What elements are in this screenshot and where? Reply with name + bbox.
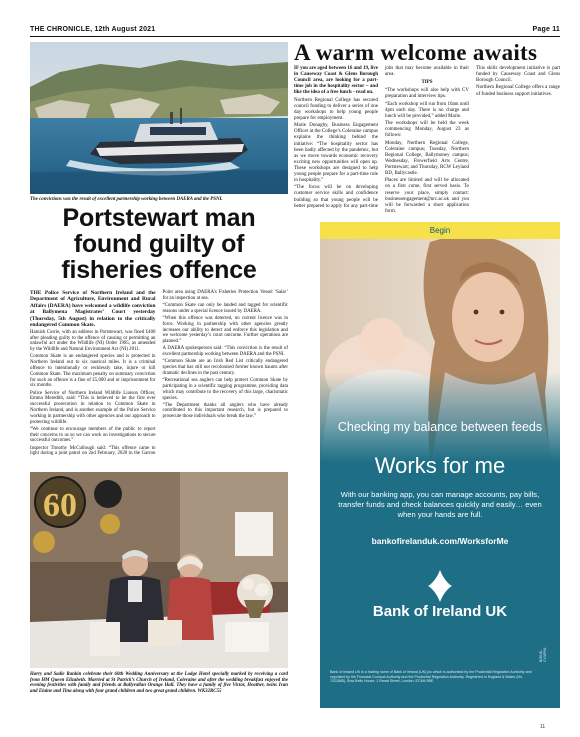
warm-lead: IF you are aged between 16 and 19, live in Causeway Coast & Glens Borough Council area, are looking for a part-time job in the hospitality sector – and like the idea of a free lunch - read on.: [294, 66, 378, 96]
warm-para: This skills development initiative is part funded by Causeway Coast and Glens Borough Council.: [476, 66, 560, 84]
warm-para: “The focus will be on developing customer service skills and confidence building so that young people will be better prepared to apply for any part-time jobs that may become available in their area.: [294, 66, 469, 209]
advert-fine-print: Bank of Ireland UK is a trading name of Bank of Ireland (UK) plc which is authorised by the Prudential Regulation Authority and regulated by the Financial Conduct Authority and the Prudential Regulation Authority. Registered in England & Wales (No. 7022885), Bow Bells House, 1 Bread Street, London, EC4M 9BE.: [330, 670, 532, 684]
brand-text: Bank of Ireland UK: [372, 603, 508, 620]
advert-url-link[interactable]: bankofirelanduk.com/WorksforMe: [371, 536, 509, 546]
warm-para: Monday, Northern Regional College, Coleraine campus; Tuesday, Northern Regional College, Ballymoney campus; Wednesday, Flowerfield Arts Centre, Portstewart; and Thursday, RCW Leyland RD, Ballycastle.: [385, 140, 469, 177]
patrol-boat-photo: [30, 42, 288, 194]
port-para: “When this offence was detected, no current licence was in force. Working in partnership with other agencies greatly increases our ability to detect and enforce this legislation and we welcome yesterday’s court outcome. Further operations are planned.”: [162, 315, 288, 345]
port-para: Police Service of Northern Ireland Wildlife Liaison Officer, Emma Meredith, said: “This is believed to be the first ever successful prosecution in relation to Common Skate in Northern Ireland, and is another example of the Police Service working in partnership with other agencies and our approach to protecting wildlife.: [30, 390, 156, 425]
paper-date: THE CHRONICLE, 12th August 2021: [30, 26, 156, 33]
port-para: “Common Skate are an Irish Red List critically endangered species that has still not recolonised former known haunts after dramatic declines in the past century.: [162, 359, 288, 376]
warm-para: Marie Donaghy, Business Engagement Officer at the College’s Coleraine campus explains the thinking behind the initiative: “The hospitality sector has been badly affected by the pandemic, but as we move towards economic recovery exciting new opportunities will open up. These workshops are designed to help young people prepare for a part-time role in hospitality.”: [294, 123, 378, 184]
warm-para: The workshops will be held the week commencing Monday, August 23 as follows:: [385, 121, 469, 139]
warm-subhead-tips: TIPS: [421, 80, 433, 86]
portstewart-headline: Portstewart man found guilty of fisheries offence: [61, 204, 257, 284]
port-para: Hamish Currie, with an address in Portstewart, was fined £400 after pleading guilty to the offence of causing or permitting an unlawful act under the Wildlife (NI) Order 1985, as amended by the Wildlife and Natural Environment Act (NI) 2011.: [30, 329, 156, 353]
warm-para: “Each workshop will run from 10am until 4pm each day. There is no charge and lunch will be provided,” added Marie.: [385, 101, 469, 119]
page-header: [30, 24, 560, 36]
warm-welcome-body: [294, 66, 560, 216]
warm-para: Places are limited and will be allocated on a first come, first served basis. To reserve your place, simply contact: businessengagement@nrc.ac.uk and you will be forwarded a short application form.: [385, 178, 469, 214]
advert-top-banner: Begin: [320, 222, 560, 239]
anniversary-photo: [30, 472, 288, 668]
port-para: Inspector Timothy McCullough said: “This offence came to light during a joint patrol on 2nd February, 2020 in the Garron Point area using DAERA’s Fisheries Protection Vessel ‘Salar’ for an inspection at sea.: [30, 290, 288, 457]
page-label: Page 11: [532, 26, 560, 33]
advert-code: BOIUK-CV1PRA: [539, 647, 547, 662]
page-number: 11: [540, 724, 546, 730]
balloon-number: 60: [43, 487, 77, 524]
anniversary-photo-caption: Harry and Sadie Rankin celebrate their 60th Wedding Anniversary at the Lodge Hotel specially marked by receiving a card from HM Queen Elizabeth. Married at St Patrick’s Church of Ireland, Coleraine and after the wedding breakfast enjoyed the evening festivities with family and friends at Ballyrallan Orange Hall. They have a family of five Victor, Heather, twins Ivan and Elaine and Tina along with four grand children and two great grand children. WK32RC55: [30, 672, 288, 695]
port-para: A DAERA spokesperson said: “This conviction is the result of excellent partnership working between DAERA and the PSNI.: [162, 346, 288, 358]
port-para: “Common Skate can only be landed and tagged for scientific reasons under a special licence issued by DAERA.: [162, 302, 288, 314]
warm-para: Northern Regional College offers a range of funded business support initiatives.: [476, 85, 560, 97]
header-rule: [30, 36, 560, 37]
warm-welcome-headline: A warm welcome awaits: [294, 40, 538, 65]
port-para: Common Skate is an endangered species and is protected in Northern Ireland out to six nautical miles. It is a criminal offence to intentionally or recklessly take, injure or kill Common Skate. The maximum penalty on summary conviction for such an offence is a fine of £5,000 and or imprisonment for six months.: [30, 354, 156, 389]
warm-para: Northern Regional College has secured council funding to deliver a series of one day workshops to help young people prepare for employment.: [294, 97, 378, 121]
port-para: “We continue to encourage members of the public to report their concerns to us so we can work on investigations to secure successful outcomes.”: [30, 426, 156, 444]
advert-headline: Works for me: [374, 453, 506, 478]
port-para: “The Department thanks all anglers who have already contributed to this important research, but is prepared to prosecute those individuals who break the law.”: [162, 402, 288, 420]
advert-body: With our banking app, you can manage accounts, pay bills, transfer funds and check balances quickly and easily… even when your hands are full.: [338, 490, 542, 519]
boat-photo-caption: The convictions was the result of excellent partnership working between DAERA and the PSNI.: [30, 197, 223, 202]
bank-of-ireland-advert[interactable]: [320, 222, 560, 708]
bank-logo-icon: [428, 570, 452, 602]
port-para: “Recreational sea anglers can help protect Common Skate by participating in a scientific tagging programme, providing data which may contribute to the recovery of this large, charismatic species.: [162, 378, 288, 401]
port-lead: THE Police Service of Northern Ireland and the Department of Agriculture, Environment and Rural Affairs (DAERA) have welcomed a wildlife conviction at Ballymena Magistrates’ Court yesterday (Thursday, 5th August) in relation to the critically endangered Common Skate.: [30, 290, 156, 329]
advert-tagline: Checking my balance between feeds: [337, 420, 543, 434]
advert-brand-name: [320, 604, 560, 619]
warm-para: “The workshops will also help with CV preparation and interview tips.: [385, 88, 469, 100]
portstewart-body: [30, 290, 288, 467]
